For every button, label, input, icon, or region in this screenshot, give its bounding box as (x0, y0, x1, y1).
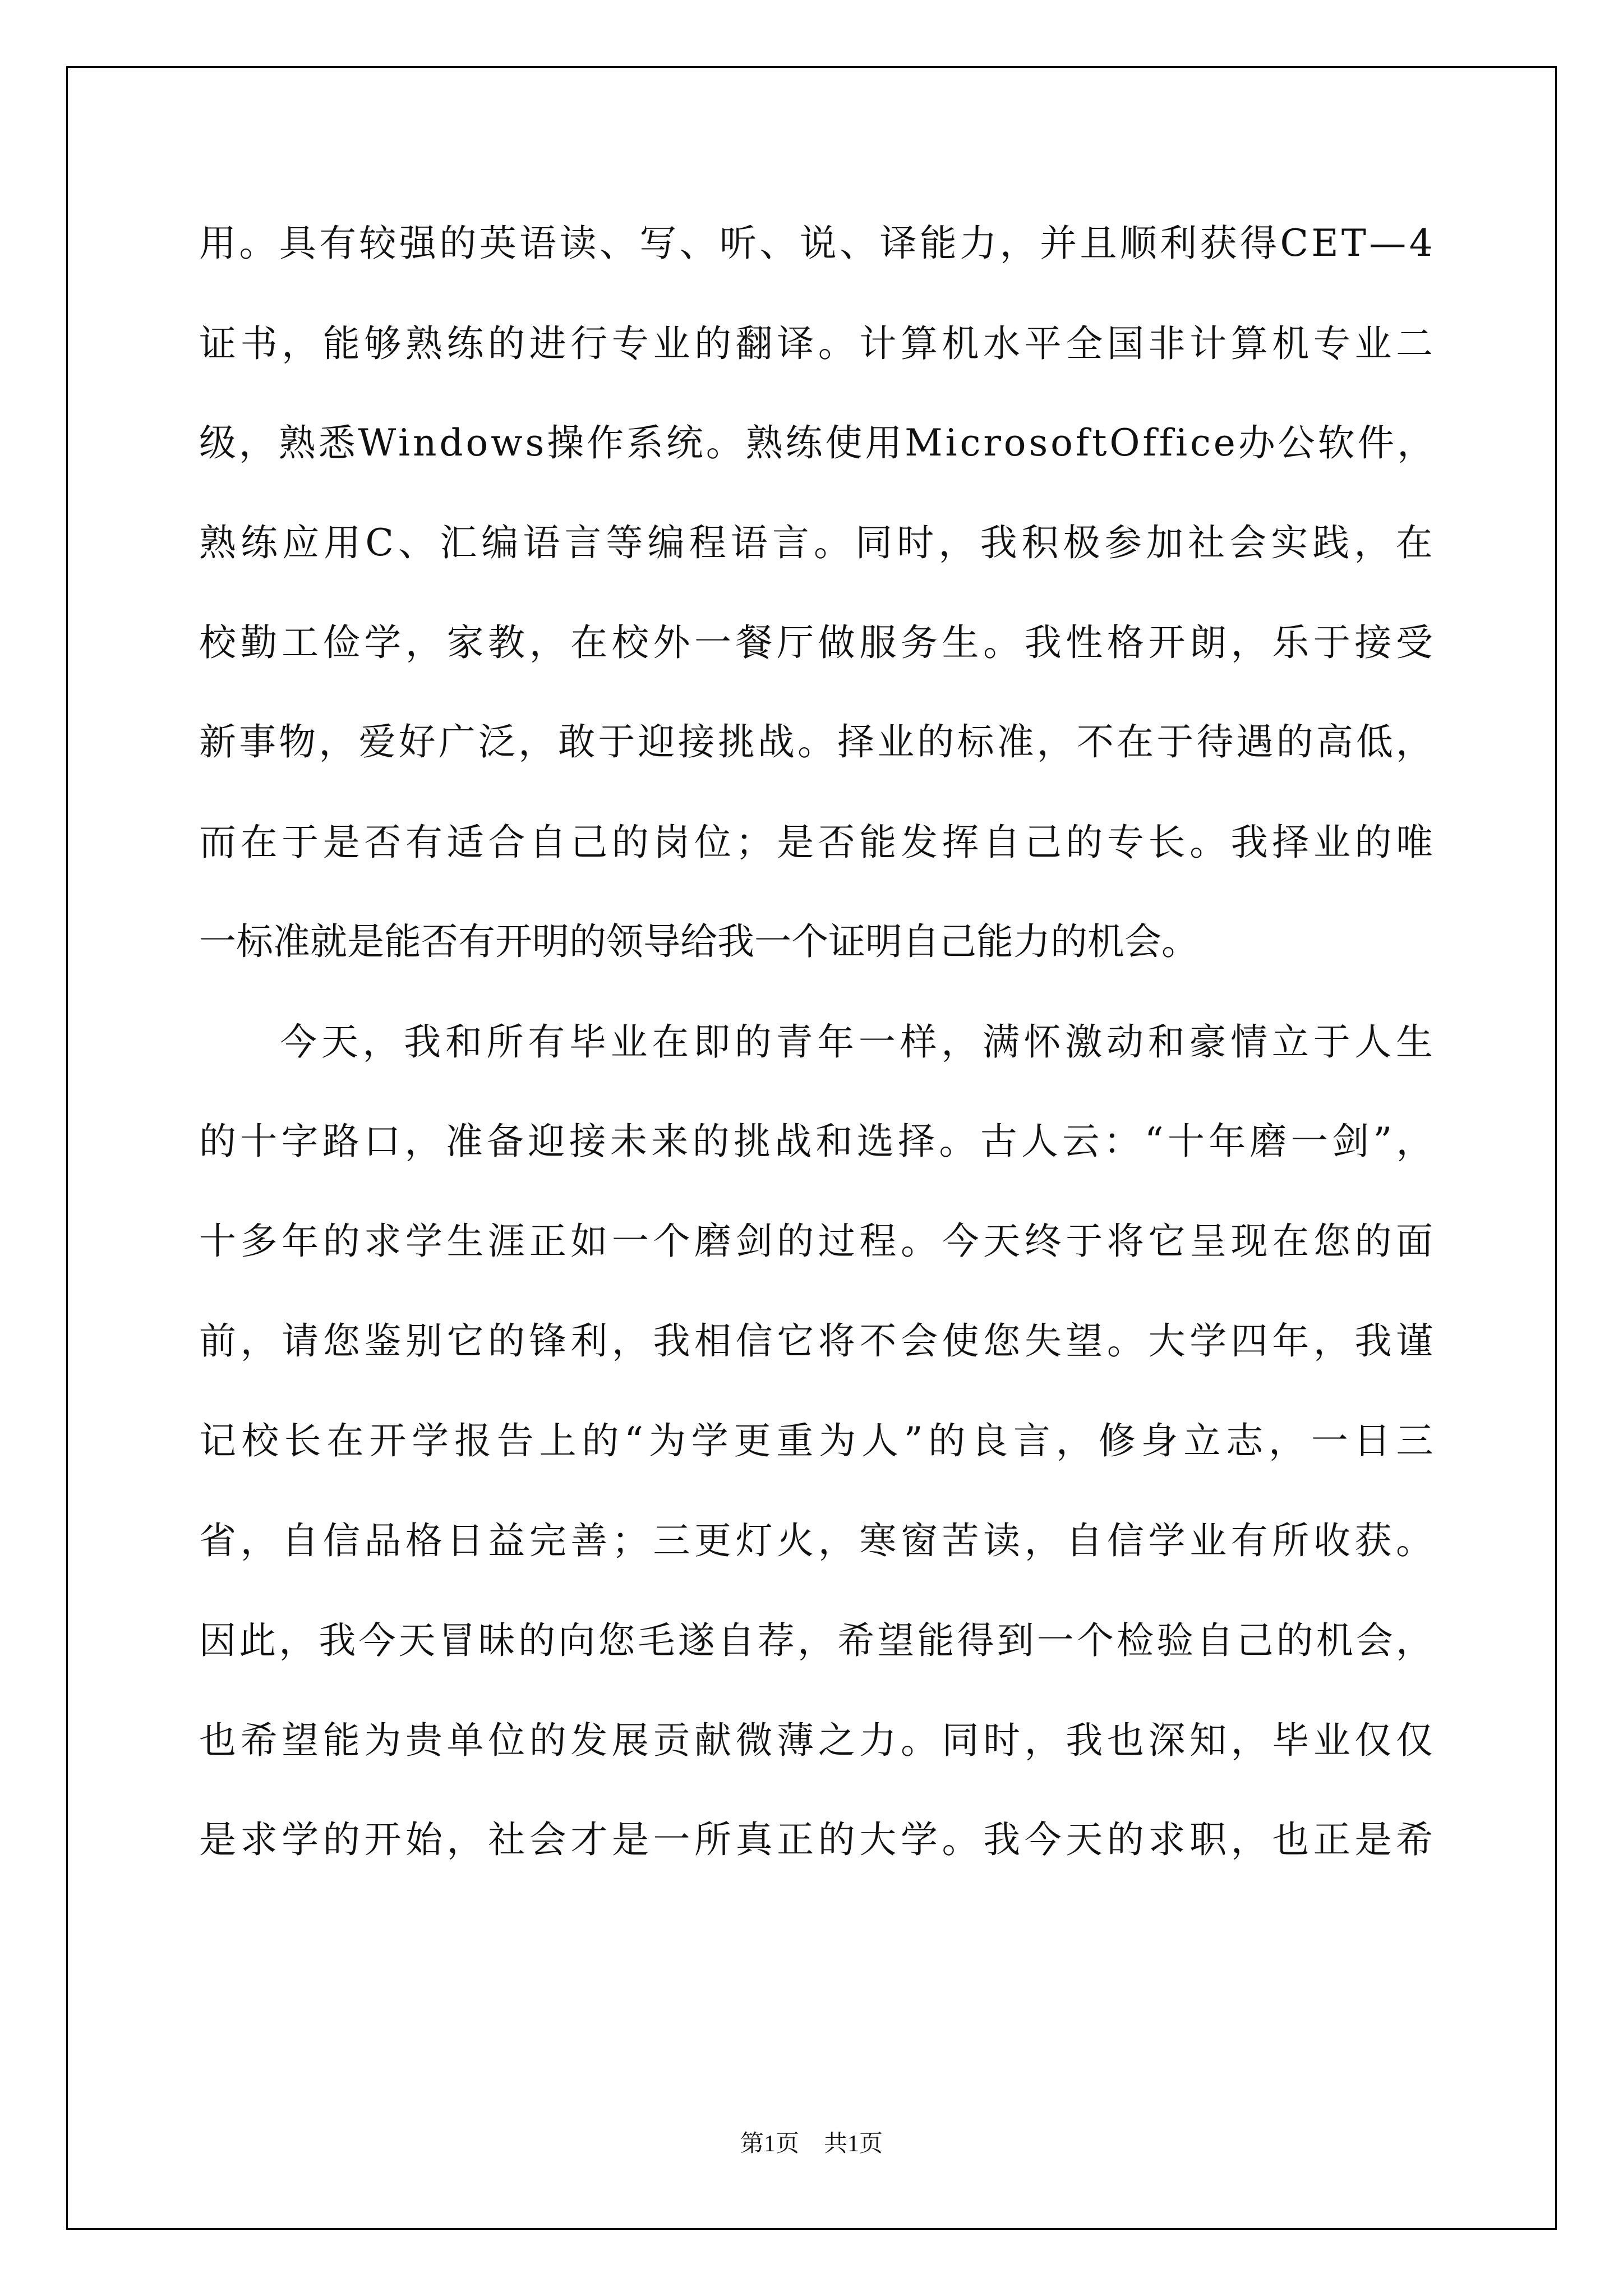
text-line: 新事物，爱好广泛，敢于迎接挑战。择业的标准，不在于待遇的高低， (199, 720, 1436, 763)
text-line: 记校长在开学报告上的“为学更重为人”的良言，修身立志，一日三 (199, 1419, 1439, 1462)
text-line: 一标准就是能否有开明的领导给我一个证明自己能力的机会。 (199, 920, 1198, 963)
text-line: 十多年的求学生涯正如一个磨剑的过程。今天终于将它呈现在您的面 (199, 1220, 1437, 1263)
text-line: 校勤工俭学，家教，在校外一餐厅做服务生。我性格开朗，乐于接受 (199, 621, 1437, 664)
page-footer (0, 2125, 1623, 2159)
text-line: 而在于是否有适合自己的岗位；是否能发挥自己的专长。我择业的唯 (199, 821, 1437, 864)
text-line: 级，熟悉Windows操作系统。熟练使用MicrosoftOffice办公软件， (199, 421, 1437, 464)
paragraph-first-line: 今天，我和所有毕业在即的青年一样，满怀激动和豪情立于人生 (280, 1020, 1437, 1064)
text-line: 熟练应用C、汇编语言等编程语言。同时，我积极参加社会实践，在 (199, 521, 1437, 564)
page-number: 第1页 (740, 2131, 799, 2157)
text-line: 是求学的开始，社会才是一所真正的大学。我今天的求职，也正是希 (199, 1818, 1437, 1861)
text-line: 前，请您鉴别它的锋利，我相信它将不会使您失望。大学四年，我谨 (199, 1319, 1437, 1363)
text-line: 也希望能为贵单位的发展贡献微薄之力。同时，我也深知，毕业仅仅 (199, 1719, 1437, 1762)
text-line: 用。具有较强的英语读、写、听、说、译能力，并且顺利获得CET—4 (199, 222, 1436, 265)
text-line: 省，自信品格日益完善；三更灯火，寒窗苦读，自信学业有所收获。 (199, 1519, 1437, 1562)
text-line: 因此，我今天冒昧的向您毛遂自荐，希望能得到一个检验自己的机会， (199, 1619, 1436, 1662)
text-line: 的十字路口，准备迎接未来的挑战和选择。古人云：“十年磨一剑”， (199, 1120, 1437, 1163)
text-line: 证书，能够熟练的进行专业的翻译。计算机水平全国非计算机专业二 (199, 322, 1437, 365)
page-total: 共1页 (824, 2131, 883, 2157)
